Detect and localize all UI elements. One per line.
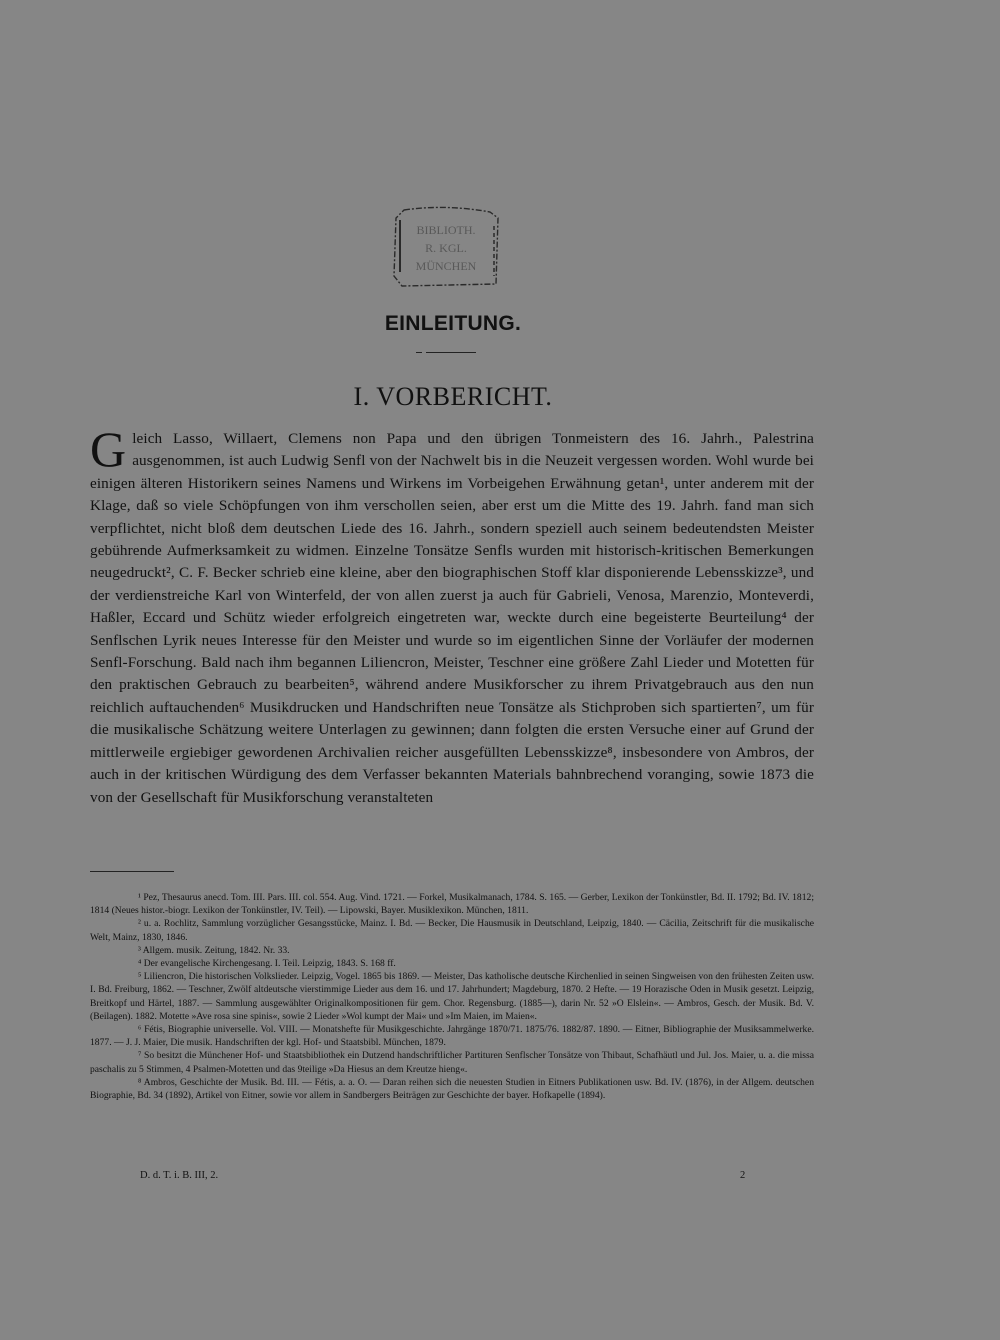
printer-signature: D. d. T. i. B. III, 2.	[140, 1170, 219, 1181]
footnote-5: ⁵ Liliencron, Die historischen Volkslieder. Leipzig, Vogel. 1865 bis 1869. — Meister, Das katholische deutsche Kirchenlied in seinen Singweisen von den frühesten Zeiten usw. I. Bd. Freiburg, 1862. — Teschner, Zwölf altdeutsche vierstimmige Lieder aus dem 16. und 17. Jahrhundert; Magdeburg, 1870. 2 Hefte. — 19 Horazische Oden in Musik gesetzt. Leipzig, Breitkopf und Härtel, 1887. — Sammlung ausgewählter Originalkompositionen für gem. Chor. Regensburg. (1885—), darin Nr. 52 »O Elslein«. — Ambros, Gesch. der Musik. Bd. V. (Beilagen). 1882. Motette »Ave rosa sine spinis«, sowie 2 Lieder »Wol kumpt der Mai« und »Im Maien, im Maien«.	[90, 971, 814, 1022]
page-number: 2	[740, 1170, 746, 1181]
stamp-line-3: MÜNCHEN	[415, 259, 477, 273]
library-stamp-graphic	[390, 206, 502, 290]
heading-rule	[426, 352, 476, 353]
footnote-1: ¹ Pez, Thesaurus anecd. Tom. III. Pars. III. col. 554. Aug. Vind. 1721. — Forkel, Musikalmanach, 1784. S. 165. — Gerber, Lexikon der Tonkünstler, Bd. II. 1792; Bd. IV. 1812; 1814 (Neues histor.-biogr. Lexikon der Tonkünstler, IV. Teil). — Lipowski, Bayer. Musiklexikon. München, 1811.	[90, 892, 814, 917]
drop-cap: G	[90, 421, 127, 477]
footnotes	[90, 891, 814, 1102]
library-stamp	[390, 206, 502, 290]
footnote-rule	[90, 871, 174, 872]
footnote-7: ⁷ So besitzt die Münchener Hof- und Staatsbibliothek ein Dutzend handschriftlicher Partituren Senflscher Tonsätze von Thibaut, Schafhäutl und Jul. Jos. Maier, u. a. die missa paschalis zu 5 Stimmen, 4 Psalmen-Motetten und das 9teilige »Da Hiesus an dem Kreutze hieng«.	[90, 1050, 814, 1075]
body-text: leich Lasso, Willaert, Clemens non Papa und den übrigen Tonmeistern des 16. Jahrh., Palestrina ausgenommen, ist auch Ludwig Senfl von der Nachwelt bis in die Neuzeit vergessen worden. Wohl wurde bei einigen älteren Historikern seines Namens und Wirkens im Vorbeigehen Erwähnung getan¹, unter anderem mit der Klage, daß so viele Schöpfungen von ihm verschollen seien, aber erst um die Mitte des 19. Jahrh. fand man sich verpflichtet, nicht bloß dem deutschen Liede des 16. Jahrh., sondern speziell auch seinem bedeutendsten Meister gebührende Aufmerksamkeit zu widmen. Einzelne Tonsätze Senfls wurden mit historisch-kritischen Bemerkungen neugedruckt², C. F. Becker schrieb eine kleine, aber den biographischen Stoff klar disponierende Lebensskizze³, und der verdienstreiche Karl von Winterfeld, der von allen zuerst ja auch für Gabrieli, Venosa, Marenzio, Monteverdi, Haßler, Eccard und Schütz wieder erfolgreich eingetreten war, weckte durch eine begeisterte Beurteilung⁴ der Senflschen Lyrik neues Interesse für den Meister und wurde so im eigentlichen Sinne der Vorläufer der modernen Senfl-Forschung. Bald nach ihm begannen Liliencron, Meister, Teschner eine größere Zahl Lieder und Motetten für den praktischen Gebrauch zu bearbeiten⁵, während andere Musikforscher zu ihrem Privatgebrauch aus den nun reichlich auftauchenden⁶ Musikdrucken und Handschriften neue Tonsätze als Stichproben sich spartierten⁷, um für die musikalische Schätzung weitere Unterlagen zu gewinnen; dann folgten die ersten Versuche einer auf Grund der mittlerweile ergiebiger gewordenen Archivalien reicher ausgefüllten Lebensskizze⁸, insbesondere von Ambros, der auch in der kritischen Würdigung des dem Verfasser bekannten Materials bahnbrechend voranging, sowie 1873 die von der Gesellschaft für Musikforschung veranstalteten	[90, 430, 814, 806]
body-paragraph	[90, 421, 814, 809]
stamp-line-2: R. KGL.	[425, 241, 467, 255]
section-heading: I. VORBERICHT.	[353, 382, 553, 411]
footnote-6: ⁶ Fétis, Biographie universelle. Vol. VIII. — Monatshefte für Musikgeschichte. Jahrgänge 1870/71. 1875/76. 1882/87. 1890. — Eitner, Bibliographie der Musiksammelwerke. 1877. — J. J. Maier, Die musik. Handschriften der kgl. Hof- und Staatsbibl. München, 1879.	[90, 1024, 814, 1049]
chapter-heading: EINLEITUNG.	[384, 312, 522, 335]
stamp-line-1: BIBLIOTH.	[416, 223, 476, 237]
footnote-3: ³ Allgem. musik. Zeitung, 1842. Nr. 33.	[138, 944, 290, 956]
footnote-8: ⁸ Ambros, Geschichte der Musik. Bd. III. — Fétis, a. a. O. — Daran reihen sich die neuesten Studien in Eitners Publikationen usw. Bd. IV. (1876), in der Allgem. deutschen Biographie, Bd. 34 (1892), Artikel von Eitner, sowie vor allem in Sandbergers Beiträgen zur Geschichte der bayer. Hofkapelle (1894).	[90, 1076, 814, 1102]
footnote-2: ² u. a. Rochlitz, Sammlung vorzüglicher Gesangsstücke, Mainz. I. Bd. — Becker, Die Hausmusik in Deutschland, Leipzig, 1840. — Cäcilia, Zeitschrift für die musikalische Welt, Mainz, 1830, 1846.	[90, 918, 814, 943]
footnote-4: ⁴ Der evangelische Kirchengesang. I. Teil. Leipzig, 1843. S. 168 ff.	[138, 958, 396, 970]
